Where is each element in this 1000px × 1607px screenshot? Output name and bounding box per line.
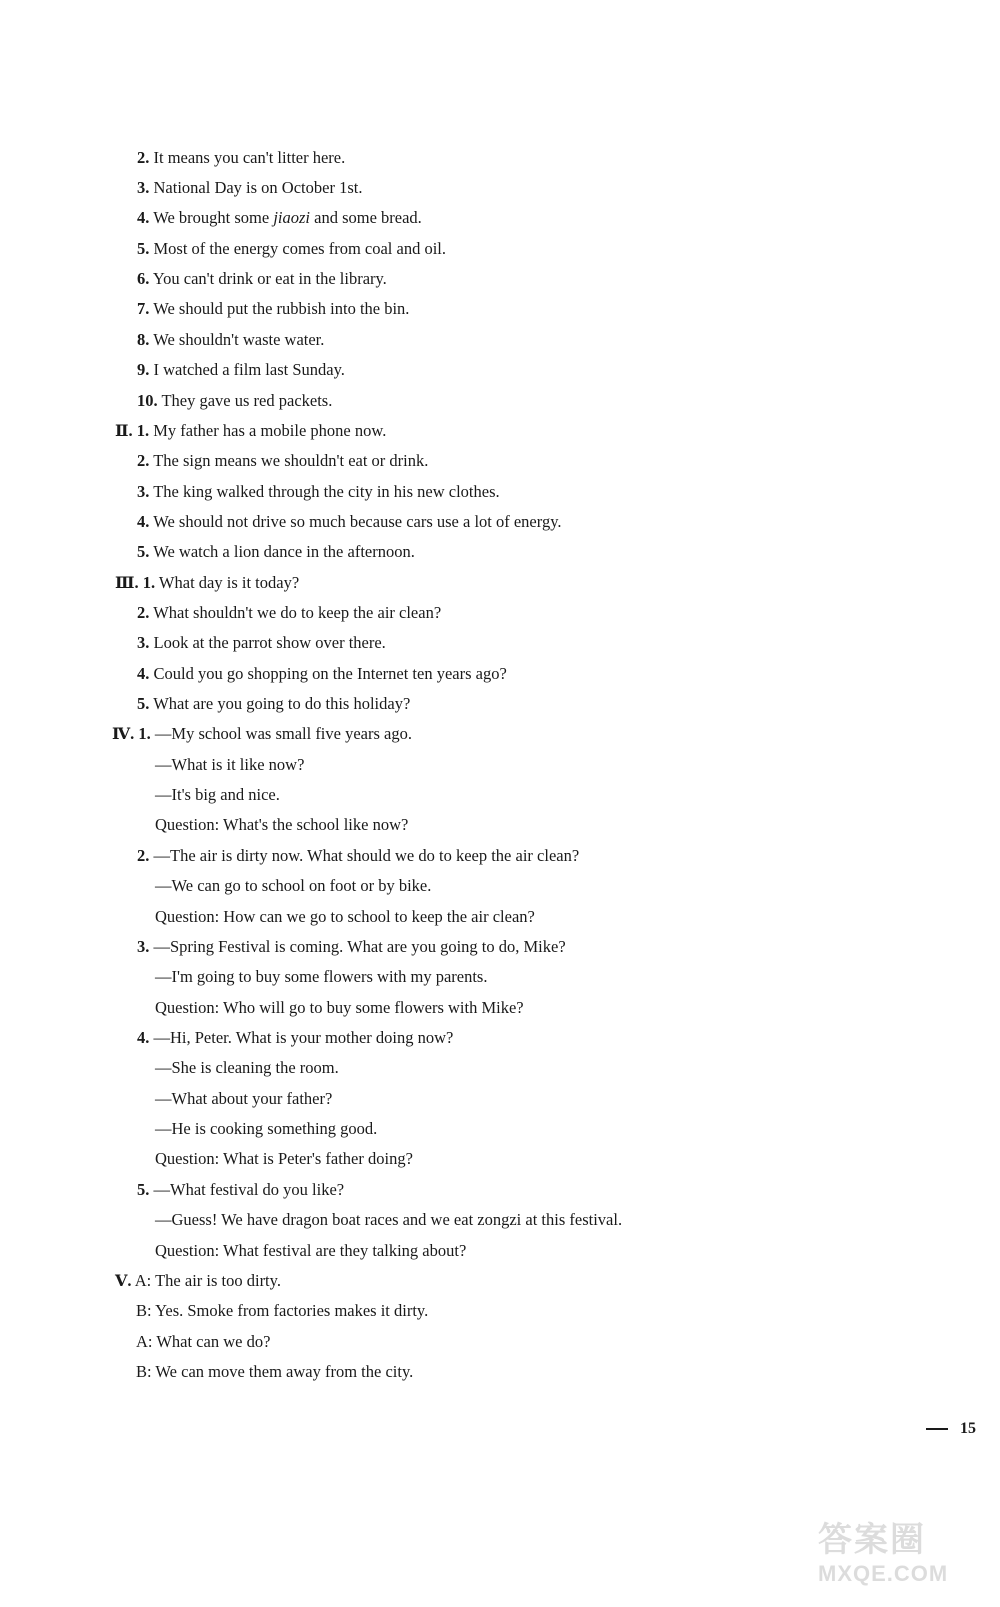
answer-line: [155, 1148, 413, 1170]
line-text: —My school was small five years ago.: [150, 724, 412, 743]
line-text: Question: Who will go to buy some flowers with Mike?: [155, 998, 524, 1017]
line-text: Question: What is Peter's father doing?: [155, 1149, 413, 1168]
line-text: What day is it today?: [155, 573, 300, 592]
answer-line: [155, 875, 431, 897]
line-text: I watched a film last Sunday.: [149, 360, 345, 379]
item-number: .: [127, 1271, 132, 1290]
answer-line: [137, 511, 562, 533]
answer-line: [137, 359, 345, 381]
line-text: A: What can we do?: [136, 1332, 271, 1351]
answer-line: [137, 298, 409, 320]
answer-line: [137, 1179, 344, 1201]
item-number: 5.: [137, 694, 150, 713]
answer-line: [137, 602, 441, 624]
item-number: 3.: [137, 633, 150, 652]
line-text: My father has a mobile phone now.: [149, 421, 387, 440]
line-text: —It's big and nice.: [155, 785, 280, 804]
item-number: 2.: [137, 148, 150, 167]
answer-line: [137, 541, 415, 563]
line-text: We shouldn't waste water.: [149, 330, 325, 349]
line-text: The king walked through the city in his new clothes.: [149, 482, 500, 501]
watermark-logo: [818, 1512, 978, 1602]
item-number: 4.: [137, 512, 150, 531]
line-text: The sign means we shouldn't eat or drink.: [149, 451, 429, 470]
answer-line: [137, 481, 500, 503]
line-text: A: The air is too dirty.: [131, 1271, 281, 1290]
answer-line: [155, 754, 304, 776]
answer-line: [155, 814, 408, 836]
answer-line: [137, 1027, 453, 1049]
line-text: We brought some: [149, 208, 274, 227]
answer-line: [155, 1209, 622, 1231]
page-number: [926, 1420, 976, 1438]
line-text: —She is cleaning the room.: [155, 1058, 339, 1077]
line-text: —The air is dirty now. What should we do to keep the air clean?: [149, 846, 580, 865]
line-text: B: We can move them away from the city.: [136, 1362, 414, 1381]
section-numeral: Ⅱ: [115, 421, 129, 440]
line-text: We watch a lion dance in the afternoon.: [149, 542, 415, 561]
item-number: 8.: [137, 330, 150, 349]
answer-line: [137, 845, 579, 867]
line-text: —Hi, Peter. What is your mother doing now?: [149, 1028, 454, 1047]
line-text: Question: What festival are they talking about?: [155, 1241, 467, 1260]
section-numeral: Ⅳ: [112, 724, 131, 743]
item-number: . 1.: [128, 421, 150, 440]
line-text: We should put the rubbish into the bin.: [149, 299, 410, 318]
section-numeral: Ⅴ: [115, 1271, 128, 1290]
watermark-url: MXQE.COM: [818, 1561, 949, 1586]
item-number: 5.: [137, 239, 150, 258]
answer-line: [155, 1118, 377, 1140]
line-text: They gave us red packets.: [157, 391, 333, 410]
watermark-chinese: 答案圈: [818, 1522, 926, 1559]
item-number: 5.: [137, 542, 150, 561]
item-number: 2.: [137, 603, 150, 622]
item-number: 4.: [137, 664, 150, 683]
item-number: 4.: [137, 1028, 150, 1047]
section-numeral: Ⅲ: [115, 573, 135, 592]
answer-line: [155, 1088, 332, 1110]
answer-line: [137, 147, 345, 169]
item-number: 2.: [137, 846, 150, 865]
answer-line: [155, 997, 524, 1019]
line-text: —We can go to school on foot or by bike.: [155, 876, 432, 895]
answer-line: [155, 966, 487, 988]
item-number: 4.: [137, 208, 150, 227]
answer-line: [137, 177, 362, 199]
item-number: 5.: [137, 1180, 150, 1199]
item-number: . 1.: [130, 724, 151, 743]
page-number-value: 15: [960, 1420, 976, 1437]
answer-line: [136, 1300, 428, 1322]
answer-line: [115, 572, 299, 594]
line-text-after: and some bread.: [310, 208, 422, 227]
line-text: Question: What's the school like now?: [155, 815, 409, 834]
item-number: 9.: [137, 360, 150, 379]
answer-line: [136, 1361, 413, 1383]
answer-line: [155, 1057, 339, 1079]
line-text: Most of the energy comes from coal and oil.: [149, 239, 446, 258]
item-number: . 1.: [134, 573, 156, 592]
line-text: —He is cooking something good.: [155, 1119, 378, 1138]
line-text: —What about your father?: [155, 1089, 333, 1108]
item-number: 3.: [137, 178, 150, 197]
item-number: 3.: [137, 937, 150, 956]
answer-line: [115, 420, 386, 442]
answer-line: [137, 390, 332, 412]
answer-line: [115, 1270, 281, 1292]
line-text: What shouldn't we do to keep the air clean?: [149, 603, 442, 622]
line-text: —What festival do you like?: [149, 1180, 345, 1199]
line-text: —Spring Festival is coming. What are you going to do, Mike?: [149, 937, 566, 956]
answer-line: [137, 693, 410, 715]
item-number: 2.: [137, 451, 150, 470]
line-text: Look at the parrot show over there.: [149, 633, 386, 652]
item-number: 10.: [137, 391, 158, 410]
answer-line: [137, 329, 324, 351]
line-text: —What is it like now?: [155, 755, 305, 774]
answer-line: [155, 906, 535, 928]
line-text: Question: How can we go to school to keep the air clean?: [155, 907, 535, 926]
answer-line: [155, 1240, 466, 1262]
item-number: 6.: [137, 269, 150, 288]
italic-word: jiaozi: [273, 208, 310, 227]
page-number-dash: [926, 1428, 948, 1430]
answer-line: [137, 207, 422, 229]
line-text: It means you can't litter here.: [149, 148, 346, 167]
answer-line: [155, 784, 280, 806]
line-text: Could you go shopping on the Internet ten years ago?: [149, 664, 507, 683]
line-text: —I'm going to buy some flowers with my parents.: [155, 967, 488, 986]
item-number: 7.: [137, 299, 150, 318]
line-text: B: Yes. Smoke from factories makes it dirty.: [136, 1301, 429, 1320]
answer-line: [112, 723, 412, 745]
line-text: National Day is on October 1st.: [149, 178, 363, 197]
answer-line: [137, 632, 386, 654]
answer-line: [137, 450, 428, 472]
item-number: 3.: [137, 482, 150, 501]
line-text: We should not drive so much because cars use a lot of energy.: [149, 512, 562, 531]
answer-line: [137, 936, 566, 958]
answer-line: [136, 1331, 270, 1353]
answer-line: [137, 238, 446, 260]
answer-line: [137, 268, 387, 290]
answer-line: [137, 663, 507, 685]
line-text: What are you going to do this holiday?: [149, 694, 411, 713]
line-text: —Guess! We have dragon boat races and we eat zongzi at this festival.: [155, 1210, 623, 1229]
line-text: You can't drink or eat in the library.: [149, 269, 387, 288]
